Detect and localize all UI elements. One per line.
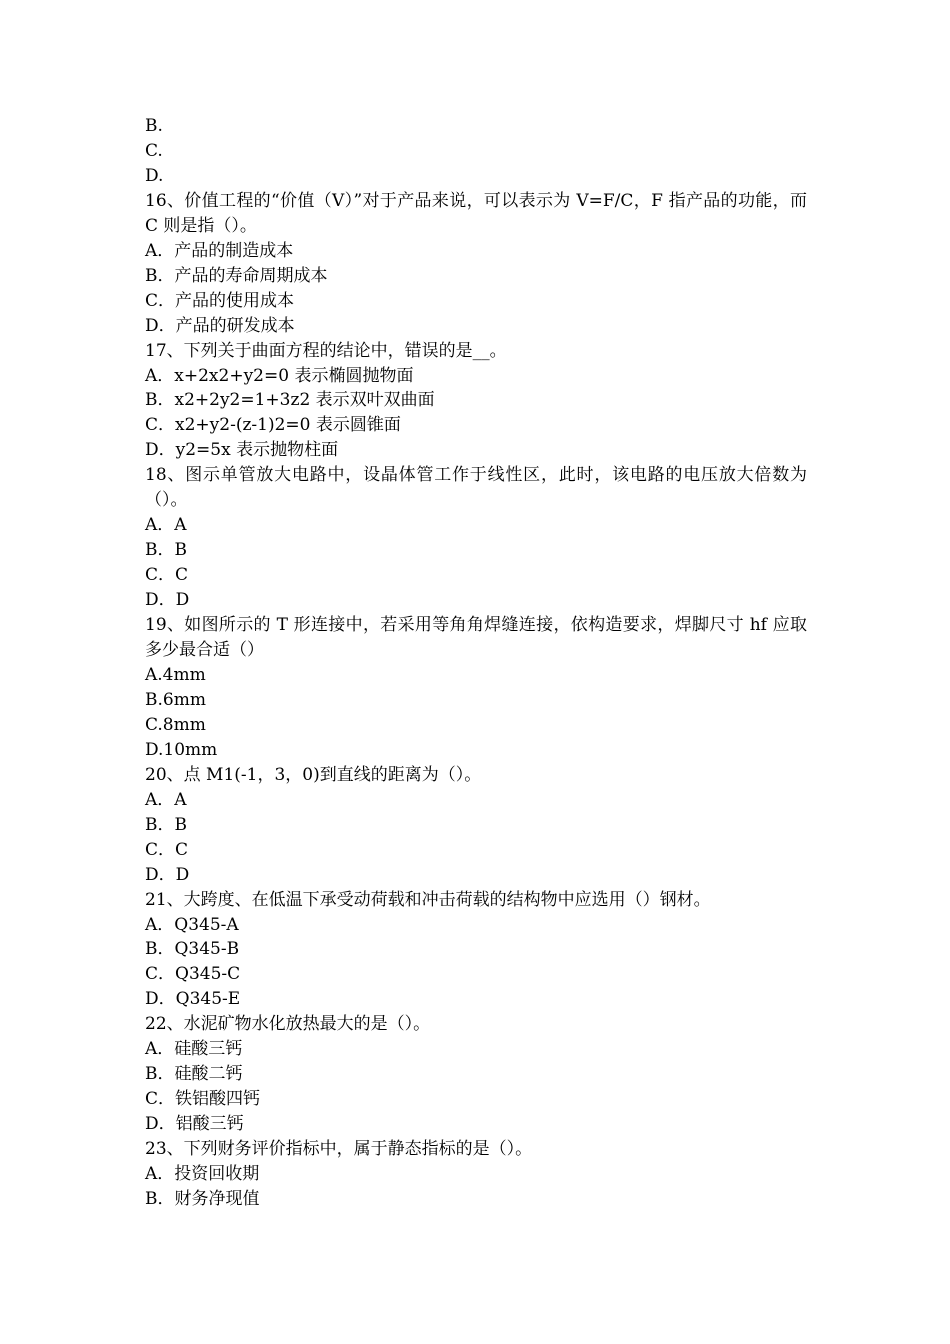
option-line: B．产品的寿命周期成本 — [145, 265, 328, 286]
document-body — [145, 114, 813, 1212]
option-line: A．Q345-A — [145, 914, 239, 935]
option-line: A．投资回收期 — [145, 1164, 260, 1185]
option-line: D．y2=5x 表示抛物柱面 — [145, 440, 339, 461]
question-22 — [145, 1012, 807, 1137]
option-line: A．A — [145, 515, 187, 536]
option-line: C．产品的使用成本 — [145, 290, 295, 311]
option-line: D．D — [145, 590, 190, 611]
option-line: A．硅酸三钙 — [145, 1039, 243, 1060]
question-20 — [145, 763, 807, 888]
option-line: A.4mm — [145, 664, 206, 685]
option-line: A．x+2x2+y2=0 表示椭圆抛物面 — [145, 365, 414, 386]
question-text: 21、大跨度、在低温下承受动荷载和冲击荷载的结构物中应选用（）钢材。 — [145, 889, 711, 910]
option-line: A．产品的制造成本 — [145, 240, 294, 261]
question-18 — [145, 463, 807, 613]
question-text: 16、价值工程的“价值（V）”对于产品来说，可以表示为 V=F/C，F 指产品的功能，而 C 则是指（）。 — [145, 190, 813, 236]
question-text: 22、水泥矿物水化放热最大的是（）。 — [145, 1014, 431, 1035]
option-line: B.6mm — [145, 689, 206, 710]
question-text: 23、下列财务评价指标中，属于静态指标的是（）。 — [145, 1139, 533, 1160]
option-line: C.8mm — [145, 714, 206, 735]
option-line: B. — [145, 116, 163, 136]
option-line: B．硅酸二钙 — [145, 1064, 243, 1085]
option-line: A．A — [145, 789, 187, 810]
question-21 — [145, 888, 807, 1013]
option-line: C．铁铝酸四钙 — [145, 1089, 261, 1110]
question-16 — [145, 189, 813, 339]
option-line: B．Q345-B — [145, 939, 240, 960]
option-line: B．财务净现值 — [145, 1188, 260, 1209]
question-19 — [145, 613, 807, 763]
question-text: 19、如图所示的 T 形连接中，若采用等角角焊缝连接，依构造要求，焊脚尺寸 hf 应取多少最合适（） — [145, 615, 807, 661]
option-line: D.10mm — [145, 739, 218, 760]
question-text: 18、图示单管放大电路中，设晶体管工作于线性区，此时，该电路的电压放大倍数为（）。 — [145, 465, 807, 511]
option-line: D. — [145, 165, 164, 186]
option-line: D．Q345-E — [145, 989, 241, 1010]
option-line: D．D — [145, 864, 190, 885]
option-line: B．B — [145, 540, 187, 561]
option-line: C. — [145, 140, 163, 161]
option-line: B．B — [145, 814, 187, 835]
option-line: D．产品的研发成本 — [145, 315, 295, 336]
option-line: B．x2+2y2=1+3z2 表示双叶双曲面 — [145, 390, 435, 411]
question-text: 20、点 M1(-1，3，0)到直线的距离为（）。 — [145, 764, 482, 785]
option-line: C．C — [145, 839, 189, 860]
option-line: C．Q345-C — [145, 964, 241, 985]
question-17 — [145, 339, 807, 464]
option-line: C．x2+y2-(z-1)2=0 表示圆锥面 — [145, 415, 401, 436]
question-23 — [145, 1137, 807, 1212]
option-line: D．铝酸三钙 — [145, 1114, 244, 1135]
question-text: 17、下列关于曲面方程的结论中，错误的是__。 — [145, 340, 507, 361]
option-line: C．C — [145, 565, 189, 586]
